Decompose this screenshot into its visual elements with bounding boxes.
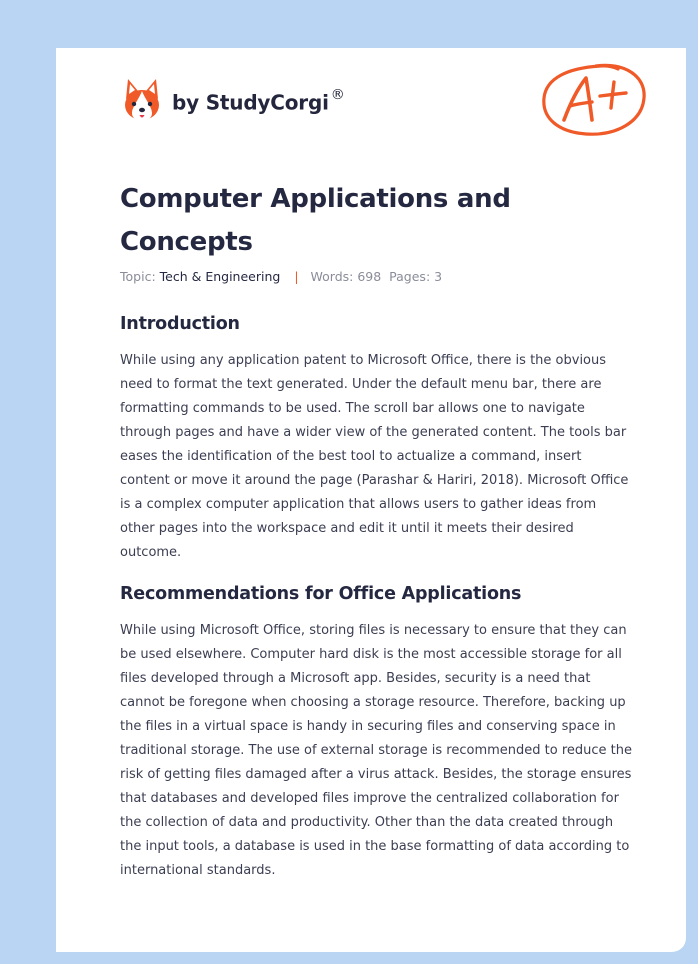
page-count: Pages: 3	[389, 269, 443, 284]
brand-name: by StudyCorgi ®	[172, 86, 345, 115]
word-count: Words: 698	[310, 269, 382, 284]
document-page	[56, 48, 686, 952]
a-plus-grade-icon	[538, 58, 650, 142]
topic-link[interactable]: Tech & Engineering	[159, 269, 281, 284]
section-body-introduction: While using any application patent to Microsoft Office, there is the obvious need to format the text generated. Under the default menu bar, there are formatting commands to be used. The scroll bar allows one to navigate through pages and have a wider view of the generated content. The tools bar eases the identification of the best tool to actualize a command, insert content or move it around the page (Parashar & Hariri, 2018). Microsoft Office is a complex computer application that allows users to gather ideas from other pages into the workspace and edit it until it meets their desired outcome.	[120, 353, 629, 560]
topic-label: Topic:	[120, 269, 156, 284]
section-heading-introduction: Introduction	[120, 314, 240, 334]
registered-mark: ®	[330, 86, 345, 103]
corgi-icon	[122, 77, 162, 123]
meta-separator: |	[294, 269, 299, 284]
section-body-recommendations: While using Microsoft Office, storing files is necessary to ensure that they can be used elsewhere. Computer hard disk is the most accessible storage for all files developed through a Microsoft app. Besides, security is a need that cannot be foregone when choosing a storage resource. Therefore, backing up the files in a virtual space is handy in securing files and conserving space in traditional storage. The use of external storage is recommended to reduce the risk of getting files damaged after a virus attack. Besides, the storage ensures that databases and developed files improve the centralized collaboration for the collection of data and productivity. Other than the data created through the input tools, a database is used in the base formatting of data according to international standards.	[120, 623, 633, 878]
page-title: Computer Applications and Concepts	[120, 184, 511, 257]
document-meta	[120, 269, 442, 284]
studycorgi-logo[interactable]	[122, 76, 345, 124]
section-heading-recommendations: Recommendations for Office Applications	[120, 584, 522, 604]
